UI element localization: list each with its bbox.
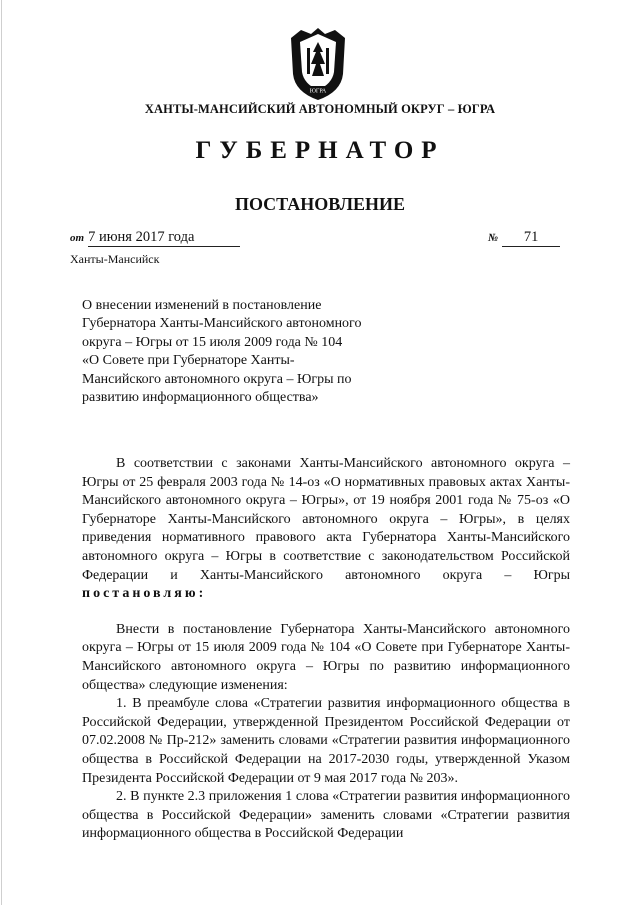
decree-colon: :	[198, 586, 204, 602]
number-field	[488, 229, 560, 247]
date-prefix: от	[70, 232, 85, 244]
number-prefix: №	[488, 232, 499, 244]
item-2-paragraph: 2. В пункте 2.3 приложения 1 слова «Стратегии развития информационного общества в Российской Федерации» заменить словами «Стратегии развития информационного общества в Российской Федерации	[82, 789, 570, 842]
authority-title: ГУБЕРНАТОР	[195, 137, 445, 164]
document-body	[82, 455, 570, 844]
region-title: ХАНТЫ-МАНСИЙСКИЙ АВТОНОМНЫЙ ОКРУГ – ЮГРА	[144, 102, 496, 116]
intro-paragraph: Внести в постановление Губернатора Ханты-Мансийского автономного округа – Югры от 15 июля 2009 года № 104 «О Совете при Губернаторе Ханты-Мансийского автономного округа – Югры по развитию информационного общества» следующие изменения:	[82, 621, 570, 693]
document-date: 7 июня 2017 года	[88, 229, 240, 247]
document-subject: О внесении изменений в постановление Губернатора Ханты-Мансийского автономного округа – Югры от 15 июля 2009 года № 104 «О Совете при Губернаторе Ханты-Мансийского автономного округа – Югры по развитию информационного общества»	[82, 298, 362, 406]
preamble-paragraph	[82, 455, 570, 604]
document-type: ПОСТАНОВЛЕНИЕ	[234, 194, 406, 214]
document-number: 71	[502, 229, 560, 247]
scan-edge	[1, 0, 2, 905]
preamble-text: В соответствии с законами Ханты-Мансийского автономного округа – Югры от 25 февраля 2003 года № 14-оз «О нормативных правовых актах Ханты-Мансийского автономного округа – Югры», от 19 ноября 2001 года № 75-оз «О Губернаторе Ханты-Мансийского автономного округа – Югры», в целях приведения нормативного правового акта Губернатора Ханты-Мансийского автономного округа – Югры в соответствие с законодательством Российской Федерации и Ханты-Мансийского автономного округа – Югры	[82, 456, 570, 583]
date-field	[70, 229, 240, 247]
coat-of-arms-icon	[283, 24, 353, 104]
emblem-text: ЮГРА	[309, 88, 327, 95]
item-1-paragraph: 1. В преамбуле слова «Стратегии развития информационного общества в Российской Федерации, утвержденной Президентом Российской Федерации от 07.02.2008 № Пр-212» заменить словами «Стратегии развития информационного общества в Российской Федерации на 2017-2030 годы, утвержденной Указом Президента Российской Федерации от 9 мая 2017 года № 203».	[82, 696, 570, 786]
decree-word: постановляю	[82, 586, 199, 602]
city-name: Ханты-Мансийск	[70, 252, 160, 266]
